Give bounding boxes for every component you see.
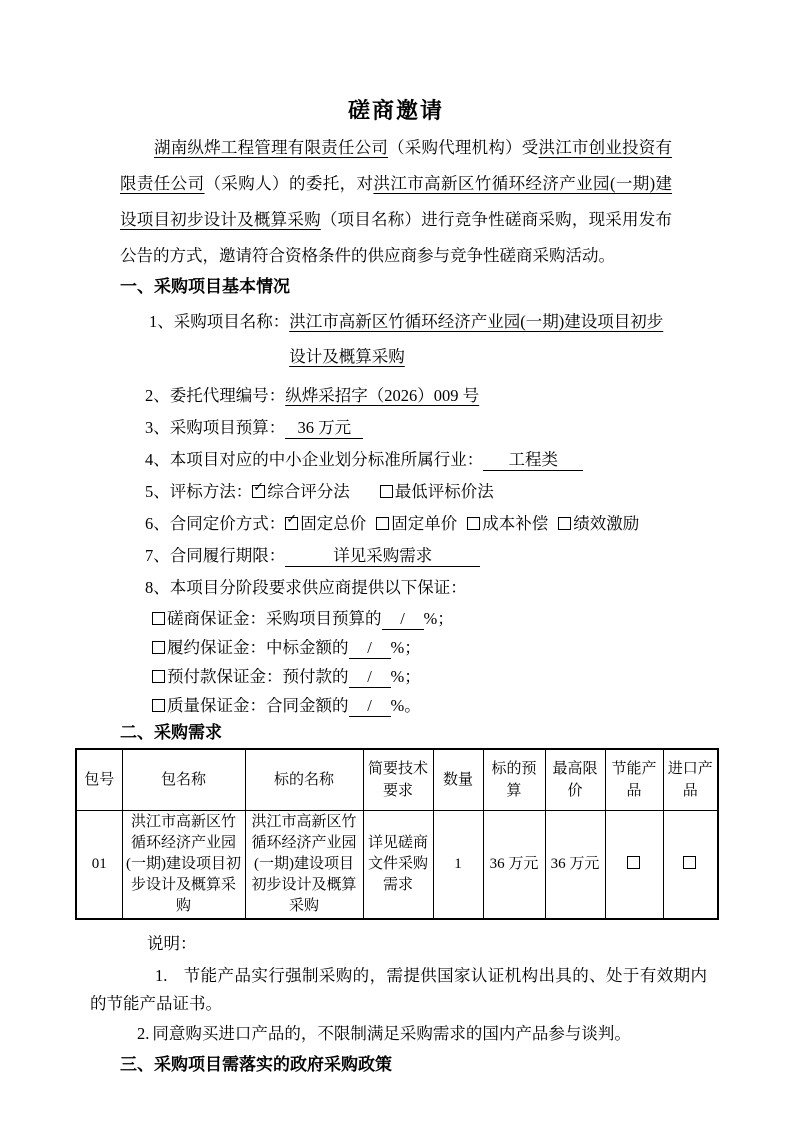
cell-energy-saving <box>605 811 663 920</box>
option-fixed-total-price <box>285 514 366 533</box>
note-2-number: 2. <box>137 1024 150 1043</box>
guarantee-prefix: 中标金额的 <box>266 638 349 657</box>
guarantee-suffix: %； <box>390 667 421 686</box>
option-label: 固定总价 <box>300 514 367 533</box>
guarantee-blank: / <box>382 609 424 630</box>
checkbox-icon <box>683 856 696 869</box>
option-performance-incentive <box>558 514 639 533</box>
guarantee-name: 预付款保证金： <box>167 667 283 686</box>
item-contract-period-value: 详见采购需求 <box>285 546 480 567</box>
guarantee-prefix: 采购项目预算的 <box>266 609 382 628</box>
item-project-name-label: 1、采购项目名称： <box>149 312 290 331</box>
note-1 <box>90 962 707 1018</box>
checkbox-icon <box>558 517 571 530</box>
option-label: 综合评分法 <box>267 482 350 501</box>
checkbox-icon <box>380 485 393 498</box>
table-header-package-name: 包名称 <box>122 749 245 811</box>
guarantee-blank: / <box>349 696 391 717</box>
section-1-heading: 一、采购项目基本情况 <box>120 277 290 296</box>
item-budget-label: 3、采购项目预算： <box>145 418 286 437</box>
item-guarantee-intro-label: 8、本项目分阶段要求供应商提供以下保证： <box>145 578 467 597</box>
table-header-subject-name: 标的名称 <box>245 749 363 811</box>
option-label: 最低评标价法 <box>394 482 494 501</box>
intro-tail: （项目名称）进行竞争性磋商采购，现采用发布公告的方式，邀请符合资格条件的供应商参与竞争性磋商采购活动。 <box>120 210 672 265</box>
agency-name: 湖南纵烨工程管理有限责任公司 <box>154 138 389 157</box>
item-project-name-value: 洪江市高新区竹循环经济产业园(一期)建设项目初步设计及概算采购 <box>289 312 664 366</box>
item-industry-label: 4、本项目对应的中小企业划分标准所属行业： <box>145 450 484 469</box>
agency-role: （采购代理机构）受 <box>388 138 539 157</box>
table-header-energy-saving: 节能产品 <box>605 749 663 811</box>
note-2-text: 同意购买进口产品的，不限制满足采购需求的国内产品参与谈判。 <box>152 1024 631 1043</box>
option-cost-compensation <box>467 514 548 533</box>
option-label: 绩效激励 <box>573 514 640 533</box>
checkbox-icon <box>152 612 165 625</box>
option-lowest-price <box>380 482 494 501</box>
cell-imported <box>663 811 718 920</box>
item-evaluation-method <box>75 476 717 508</box>
cell-package-name: 洪江市高新区竹循环经济产业园(一期)建设项目初步设计及概算采购 <box>122 811 245 920</box>
cell-subject-name: 洪江市高新区竹循环经济产业园(一期)建设项目初步设计及概算采购 <box>245 811 363 920</box>
section-2-heading: 二、采购需求 <box>120 723 222 742</box>
guarantee-performance-bond <box>75 633 717 662</box>
guarantee-blank: / <box>349 667 391 688</box>
item-budget-value: 36 万元 <box>285 418 363 439</box>
guarantee-quality-deposit <box>75 691 717 720</box>
checkbox-icon <box>627 856 640 869</box>
procurement-table <box>75 748 719 920</box>
item-evaluation-method-label: 5、评标方法： <box>145 482 253 501</box>
cell-price-cap: 36 万元 <box>545 811 605 920</box>
cell-tech-requirements: 详见磋商文件采购需求 <box>363 811 433 920</box>
guarantee-negotiation-deposit <box>75 604 717 633</box>
item-agency-number-value: 纵烨采招字（2026）009 号 <box>285 386 480 405</box>
purchaser-name: 洪江市创业投资有限责任公司 <box>120 138 673 193</box>
project-name: 洪江市高新区竹循环经济产业园(一期)建设项目初步设计及概算采购 <box>120 174 673 229</box>
table-header-tech-requirements: 简要技术要求 <box>363 749 433 811</box>
purchaser-role: （采购人）的委托，对 <box>204 174 374 193</box>
cell-quantity: 1 <box>433 811 483 920</box>
table-notes <box>75 930 717 1048</box>
guarantee-prefix: 预付款的 <box>282 667 349 686</box>
checkbox-icon <box>152 670 165 683</box>
guarantee-name: 履约保证金： <box>167 638 266 657</box>
notes-label: 说明： <box>147 934 197 953</box>
item-industry <box>75 444 717 476</box>
note-2 <box>90 1020 717 1048</box>
item-pricing-method <box>75 508 717 540</box>
table-header-imported: 进口产品 <box>663 749 718 811</box>
item-industry-value: 工程类 <box>483 450 583 471</box>
option-label: 固定单价 <box>391 514 458 533</box>
item-agency-number <box>75 380 717 412</box>
item-guarantee-intro <box>75 572 717 604</box>
guarantee-name: 磋商保证金： <box>167 609 266 628</box>
basic-info-list <box>75 304 717 720</box>
option-comprehensive-scoring <box>252 482 350 501</box>
item-budget <box>75 412 717 444</box>
note-1-text: 节能产品实行强制采购的，需提供国家认证机构出具的、处于有效期内的节能产品证书。 <box>90 966 707 1013</box>
guarantee-suffix: %； <box>390 638 421 657</box>
table-header-quantity: 数量 <box>433 749 483 811</box>
cell-package-no: 01 <box>76 811 122 920</box>
guarantee-prefix: 合同金额的 <box>266 696 349 715</box>
section-3-heading: 三、采购项目需落实的政府采购政策 <box>120 1055 392 1074</box>
checkbox-icon <box>285 517 298 530</box>
guarantee-suffix: %。 <box>390 696 421 715</box>
cell-budget: 36 万元 <box>483 811 545 920</box>
item-contract-period-label: 7、合同履行期限： <box>145 546 286 565</box>
table-row <box>76 811 718 920</box>
guarantee-name: 质量保证金： <box>167 696 266 715</box>
checkbox-icon <box>152 699 165 712</box>
item-pricing-method-label: 6、合同定价方式： <box>145 514 286 533</box>
option-fixed-unit-price <box>376 514 457 533</box>
table-header-budget: 标的预算 <box>483 749 545 811</box>
guarantee-advance-payment <box>75 662 717 691</box>
item-contract-period <box>75 540 717 572</box>
guarantee-blank: / <box>349 638 391 659</box>
document-title: 磋商邀请 <box>347 98 444 123</box>
table-header-package-no: 包号 <box>76 749 122 811</box>
checkbox-icon <box>467 517 480 530</box>
guarantee-suffix: %； <box>423 609 454 628</box>
checkbox-icon <box>376 517 389 530</box>
item-project-name <box>75 304 717 374</box>
option-label: 成本补偿 <box>482 514 549 533</box>
item-agency-number-label: 2、委托代理编号： <box>145 386 286 405</box>
table-header-price-cap: 最高限价 <box>545 749 605 811</box>
checkbox-icon <box>252 485 265 498</box>
checkbox-icon <box>152 641 165 654</box>
note-1-number: 1. <box>155 966 168 985</box>
table-header-row <box>76 749 718 811</box>
intro-paragraph <box>120 130 672 274</box>
